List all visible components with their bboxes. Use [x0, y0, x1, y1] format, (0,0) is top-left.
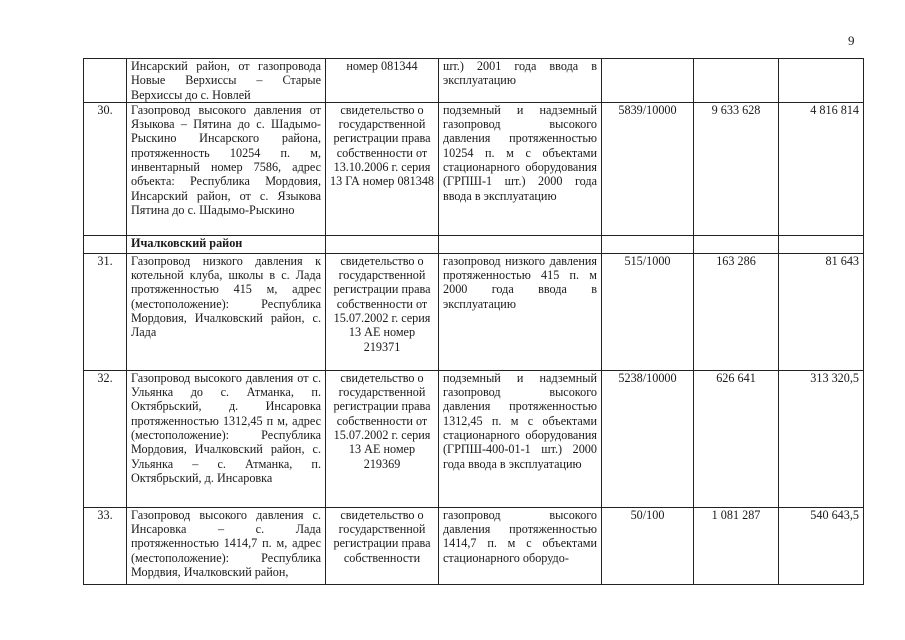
object-characteristics: шт.) 2001 года ввода в эксплуатацию [439, 59, 602, 103]
ownership-share: 5238/10000 [602, 370, 694, 507]
object-characteristics: газопровод низкого давления протяженностью 415 п. м 2000 года ввода в эксплуатацию [439, 253, 602, 370]
object-description: Газопровод высокого давления с. Инсаровка – с. Лада протяженностью 1414,7 п. м, адрес (местоположение): Республика Мордвия, Ичалковский район, [127, 507, 326, 584]
district-heading: Ичалковский район [127, 235, 326, 253]
district-row [84, 235, 864, 253]
share-value: 81 643 [779, 253, 864, 370]
ownership-share [602, 59, 694, 103]
object-description: Газопровод высокого давления от Языкова – Пятина до с. Шадымо-Рыскино Инсарского района, протяженность 10254 п. м, инвентарный номер 7586, адрес объекта: Республика Мордовия, Инсарский район, от с. Языкова Пятина до с. Шадымо-Рыскино [127, 102, 326, 235]
row-number: 33. [84, 507, 127, 584]
registration-certificate: свидетельство о государственной регистрации права собственности от 13.10.2006 г. серия 13 ГА номер 081348 [326, 102, 439, 235]
registration-certificate: свидетельство о государственной регистрации права собственности от 15.07.2002 г. серия 13 АЕ номер 219371 [326, 253, 439, 370]
object-characteristics: подземный и надземный газопровод высокого давления протяженностью 1312,45 п. м с объектами стационарного оборудования (ГРПШ-400-01-1 шт.) 2000 года ввода в эксплуатацию [439, 370, 602, 507]
table-row [84, 253, 864, 370]
table-row [84, 59, 864, 103]
total-value: 9 633 628 [694, 102, 779, 235]
property-table [83, 58, 864, 585]
registration-certificate: свидетельство о государственной регистрации права собственности [326, 507, 439, 584]
registration-certificate: номер 081344 [326, 59, 439, 103]
page-number: 9 [848, 33, 855, 48]
object-description: Газопровод высокого давления от с. Ульянка до с. Атманка, п. Октябрьский, д. Инсаровка протяженностью 1312,45 п м, адрес (местоположение): Республика Мордовия, Ичалковский район, с. Ульянка – с. Атманка, п. Октябрьский, д. Инсаровка [127, 370, 326, 507]
table-row [84, 370, 864, 507]
object-characteristics: подземный и надземный газопровод высокого давления протяженностью 10254 п. м с объектами стационарного оборудования (ГРПШ-1 шт.) 2000 года ввода в эксплуатацию [439, 102, 602, 235]
ownership-share: 5839/10000 [602, 102, 694, 235]
row-number [84, 235, 127, 253]
row-number: 32. [84, 370, 127, 507]
object-description: Инсарский район, от газопровода Новые Верхиссы – Старые Верхиссы до с. Новлей [127, 59, 326, 103]
ownership-share: 50/100 [602, 507, 694, 584]
share-value: 313 320,5 [779, 370, 864, 507]
registration-certificate: свидетельство о государственной регистрации права собственности от 15.07.2002 г. серия 13 АЕ номер 219369 [326, 370, 439, 507]
total-value [694, 59, 779, 103]
share-value: 4 816 814 [779, 102, 864, 235]
row-number: 30. [84, 102, 127, 235]
table-row [84, 507, 864, 584]
table-row [84, 102, 864, 235]
row-number: 31. [84, 253, 127, 370]
share-value [779, 59, 864, 103]
total-value: 163 286 [694, 253, 779, 370]
share-value: 540 643,5 [779, 507, 864, 584]
ownership-share: 515/1000 [602, 253, 694, 370]
total-value: 1 081 287 [694, 507, 779, 584]
total-value: 626 641 [694, 370, 779, 507]
row-number [84, 59, 127, 103]
object-characteristics: газопровод высокого давления протяженностью 1414,7 п. м с объектами стационарного оборудо- [439, 507, 602, 584]
object-description: Газопровод низкого давления к котельной клуба, школы в с. Лада протяженностью 415 м, адрес (местоположение): Республика Мордовия, Ичалковский район, с. Лада [127, 253, 326, 370]
